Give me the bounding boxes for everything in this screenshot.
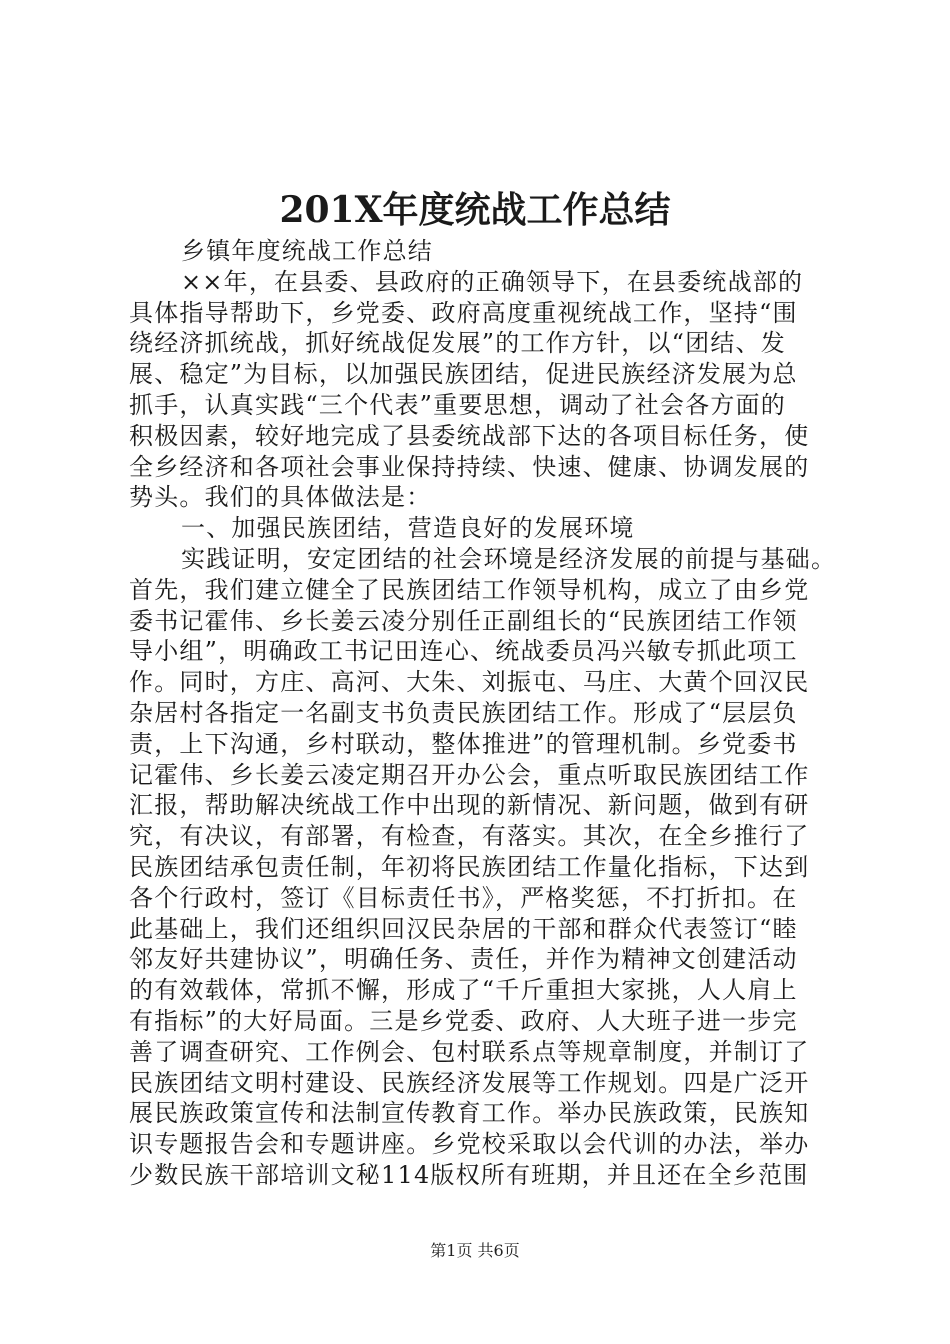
body-text-line: 有指标”的大好局面。三是乡党委、政府、人大班子进一步完 xyxy=(129,1006,798,1035)
body-text-line: 实践证明，安定团结的社会环境是经济发展的前提与基础。 xyxy=(181,544,837,573)
body-text-line: 的有效载体，常抓不懈，形成了“千斤重担大家挑，人人肩上 xyxy=(129,976,798,1005)
body-text-line: 一、加强民族团结，营造良好的发展环境 xyxy=(181,514,635,543)
body-text-line: 首先，我们建立健全了民族团结工作领导机构，成立了由乡党 xyxy=(129,575,810,604)
body-text-line: 此基础上，我们还组织回汉民杂居的干部和群众代表签订“睦 xyxy=(129,914,798,943)
body-text-line: 记霍伟、乡长姜云凌定期召开办公会，重点听取民族团结工作 xyxy=(129,760,810,789)
body-text-line: 绕经济抓统战，抓好统战促发展”的工作方针，以“团结、发 xyxy=(129,329,786,358)
body-text-line: 势头。我们的具体做法是： xyxy=(129,483,432,512)
body-text-line: 作。同时，方庄、高河、大朱、刘振屯、马庄、大黄个回汉民 xyxy=(129,668,810,697)
body-text-line: 各个行政村，签订《目标责任书》，严格奖惩，不打折扣。在 xyxy=(129,883,798,912)
body-text-line: 委书记霍伟、乡长姜云凌分别任正副组长的“民族团结工作领 xyxy=(129,606,798,635)
body-text-line: 邻友好共建协议”，明确任务、责任，并作为精神文创建活动 xyxy=(129,945,798,974)
body-text-line: 积极因素，较好地完成了县委统战部下达的各项目标任务，使 xyxy=(129,421,810,450)
body-text-line: 乡镇年度统战工作总结 xyxy=(181,237,433,265)
body-text-line: 少数民族干部培训文秘114版权所有班期，并且还在全乡范围 xyxy=(129,1160,809,1189)
body-text-line: 全乡经济和各项社会事业保持持续、快速、健康、协调发展的 xyxy=(129,452,810,481)
body-text-line: ××年，在县委、县政府的正确领导下，在县委统战部的 xyxy=(181,267,804,296)
body-text-line: 善了调查研究、工作例会、包村联系点等规章制度，并制订了 xyxy=(129,1037,810,1066)
body-text-line: 民族团结文明村建设、民族经济发展等工作规划。四是广泛开 xyxy=(129,1068,810,1097)
body-text-line: 展、稳定”为目标，以加强民族团结，促进民族经济发展为总 xyxy=(129,360,798,389)
body-text-line: 导小组”，明确政工书记田连心、统战委员冯兴敏专抓此项工 xyxy=(129,637,798,666)
page-number-footer: 第1页 共6页 xyxy=(430,1241,520,1260)
document-title: 201X年度统战工作总结 xyxy=(279,189,671,231)
body-text-line: 杂居村各指定一名副支书负责民族团结工作。形成了“层层负 xyxy=(129,698,798,727)
body-text-line: 具体指导帮助下，乡党委、政府高度重视统战工作，坚持“围 xyxy=(129,298,798,327)
body-text-line: 究，有决议，有部署，有检查，有落实。其次，在全乡推行了 xyxy=(129,822,810,851)
body-text-line: 汇报，帮助解决统战工作中出现的新情况、新问题，做到有研 xyxy=(129,791,810,820)
body-text-line: 展民族政策宣传和法制宣传教育工作。举办民族政策，民族知 xyxy=(129,1099,810,1128)
document-body xyxy=(129,236,835,1191)
body-text-line: 民族团结承包责任制，年初将民族团结工作量化指标，下达到 xyxy=(129,852,810,881)
body-text-line: 责，上下沟通，乡村联动，整体推进”的管理机制。乡党委书 xyxy=(129,729,798,758)
body-text-line: 抓手，认真实践“三个代表”重要思想，调动了社会各方面的 xyxy=(129,390,786,419)
body-text-line: 识专题报告会和专题讲座。乡党校采取以会代训的办法，举办 xyxy=(129,1130,810,1159)
